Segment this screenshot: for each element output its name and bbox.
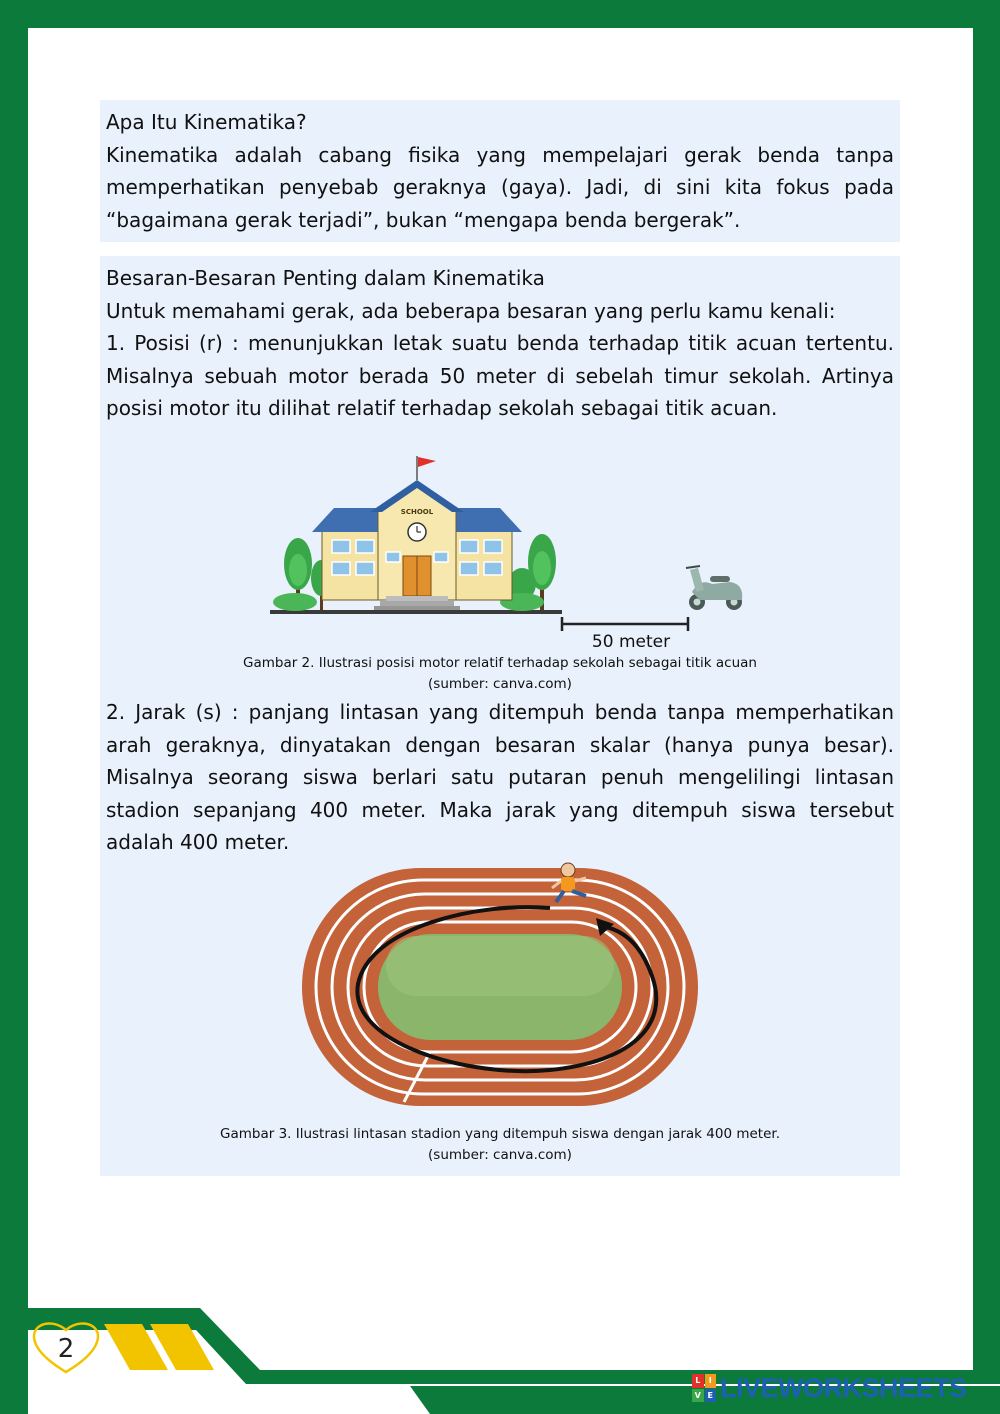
section1-heading: Apa Itu Kinematika? <box>106 110 307 134</box>
section2-heading: Besaran-Besaran Penting dalam Kinematika <box>106 266 545 290</box>
figure2-source: (sumber: canva.com) <box>428 1147 572 1163</box>
item-distance-block <box>106 696 894 859</box>
figure1-caption-block <box>100 653 900 695</box>
item-position: 1. Posisi (r) : menunjukkan letak suatu benda terhadap titik acuan tertentu. Misalnya sebuah motor berada 50 meter di sebelah timur sekolah. Artinya posisi motor itu dilihat relatif terhadap sekolah sebagai titik acuan. <box>106 331 894 420</box>
school-motor-illustration <box>260 452 760 652</box>
logo-letter-e: E <box>705 1389 717 1403</box>
logo-letter-i: I <box>705 1374 717 1388</box>
brand-logo-icon <box>692 1374 716 1402</box>
item-distance: 2. Jarak (s) : panjang lintasan yang ditempuh benda tanpa memperhatikan arah geraknya, dinyatakan dengan besaran skalar (hanya punya besar). Misalnya seorang siswa berlari satu putaran penuh mengelilingi lintasan stadion sepanjang 400 meter. Maka jarak yang ditempuh siswa tersebut adalah 400 meter. <box>106 700 894 854</box>
distance-label: 50 meter <box>591 632 671 652</box>
logo-letter-l: L <box>692 1374 704 1388</box>
figure1-source: (sumber: canva.com) <box>428 676 572 692</box>
brand-watermark <box>692 1371 967 1405</box>
figure2-caption-block <box>100 1124 900 1166</box>
section2-intro: Untuk memahami gerak, ada beberapa besaran yang perlu kamu kenali: <box>106 298 836 323</box>
school-sign: SCHOOL <box>400 508 434 516</box>
stadium-track-illustration <box>300 856 700 1126</box>
logo-letter-v: V <box>692 1389 704 1403</box>
figure1-caption: Gambar 2. Ilustrasi posisi motor relatif terhadap sekolah sebagai titik acuan <box>242 655 757 671</box>
quantities-box <box>100 256 900 1176</box>
intro-box <box>100 100 900 242</box>
page-number: 2 <box>57 1334 75 1364</box>
flag-icon <box>418 457 436 467</box>
motorbike-icon <box>686 566 742 610</box>
figure2-caption: Gambar 3. Ilustrasi lintasan stadion yang ditempuh siswa dengan jarak 400 meter. <box>220 1126 780 1142</box>
section1-body: Kinematika adalah cabang fisika yang mempelajari gerak benda tanpa memperhatikan penyebab geraknya (gaya). Jadi, di sini kita fokus pada “bagaimana gerak terjadi”, bukan “mengapa benda bergerak”. <box>106 142 894 232</box>
brand-name: LIVEWORKSHEETS <box>720 1372 967 1403</box>
